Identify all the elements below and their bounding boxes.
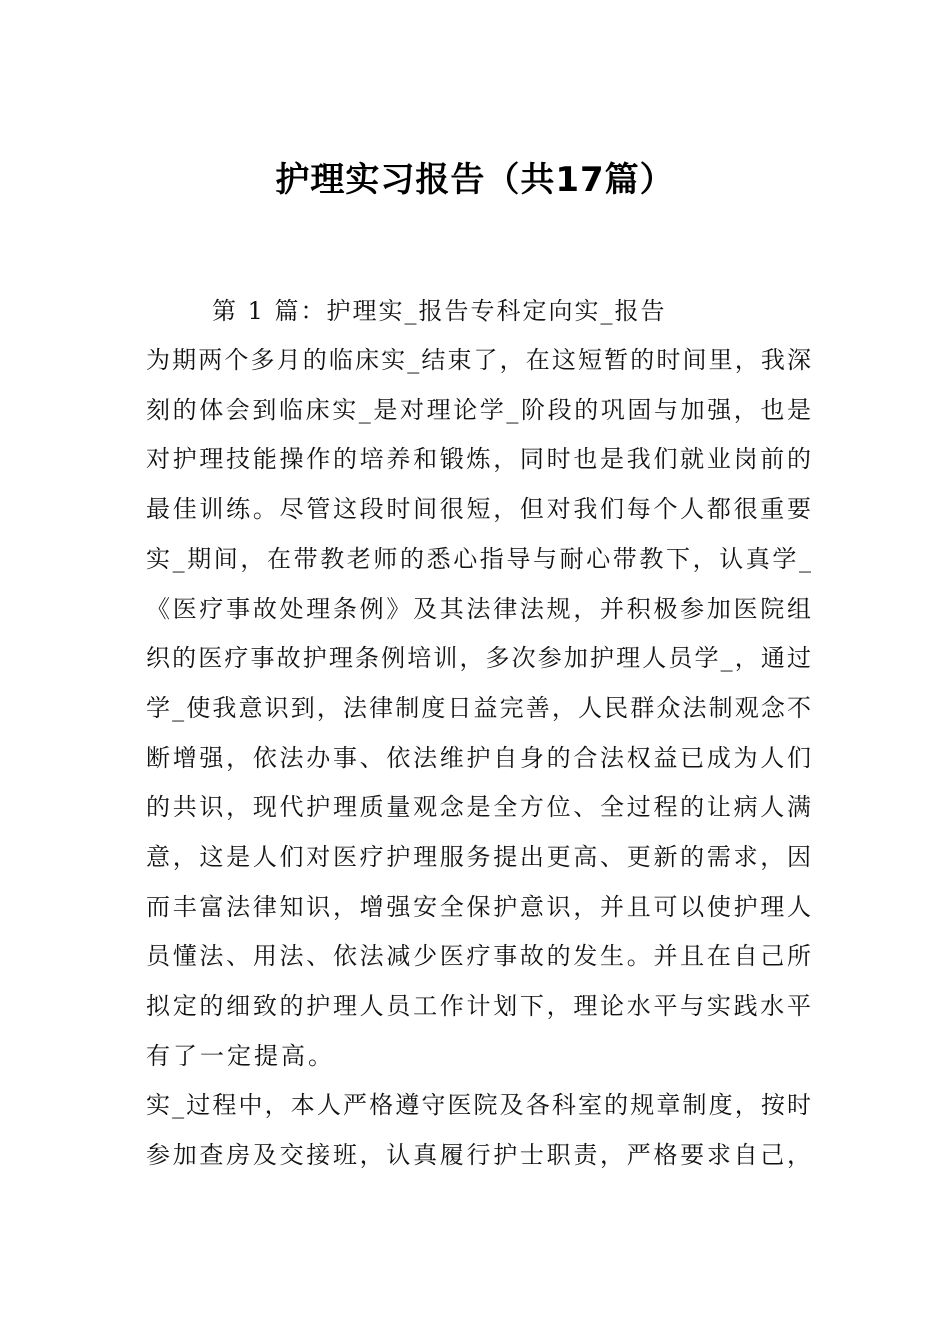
text-line: 而丰富法律知识，增强安全保护意识，并且可以使护理人 <box>146 893 811 921</box>
text-line: 实_期间，在带教老师的悉心指导与耐心带教下，认真学_ <box>146 545 811 573</box>
text-line: 的共识，现代护理质量观念是全方位、全过程的让病人满 <box>146 793 811 821</box>
text-line: 最佳训练。尽管这段时间很短，但对我们每个人都很重要 <box>146 495 811 523</box>
text-line: 《医疗事故处理条例》及其法律法规，并积极参加医院组 <box>146 595 811 623</box>
text-line: 意，这是人们对医疗护理服务提出更高、更新的需求，因 <box>146 843 811 871</box>
text-line: 刻的体会到临床实_是对理论学_阶段的巩固与加强，也是 <box>146 396 811 424</box>
text-line: 员懂法、用法、依法减少医疗事故的发生。并且在自己所 <box>146 942 811 970</box>
text-line: 对护理技能操作的培养和锻炼，同时也是我们就业岗前的 <box>146 445 811 473</box>
text-line: 有了一定提高。 <box>146 1042 335 1070</box>
section-heading: 第 1 篇：护理实_报告专科定向实_报告 <box>212 297 667 325</box>
text-line: 织的医疗事故护理条例培训，多次参加护理人员学_，通过 <box>146 644 811 672</box>
text-line: 参加查房及交接班，认真履行护士职责，严格要求自己， <box>146 1141 811 1169</box>
text-line: 拟定的细致的护理人员工作计划下，理论水平与实践水平 <box>146 992 811 1020</box>
text-line: 实_过程中，本人严格遵守医院及各科室的规章制度，按时 <box>146 1091 811 1119</box>
text-line: 为期两个多月的临床实_结束了，在这短暂的时间里，我深 <box>146 346 811 374</box>
document-title: 护理实习报告（共17篇） <box>275 160 675 200</box>
text-line: 学_使我意识到，法律制度日益完善，人民群众法制观念不 <box>146 694 811 722</box>
text-line: 断增强，依法办事、依法维护自身的合法权益已成为人们 <box>146 744 811 772</box>
